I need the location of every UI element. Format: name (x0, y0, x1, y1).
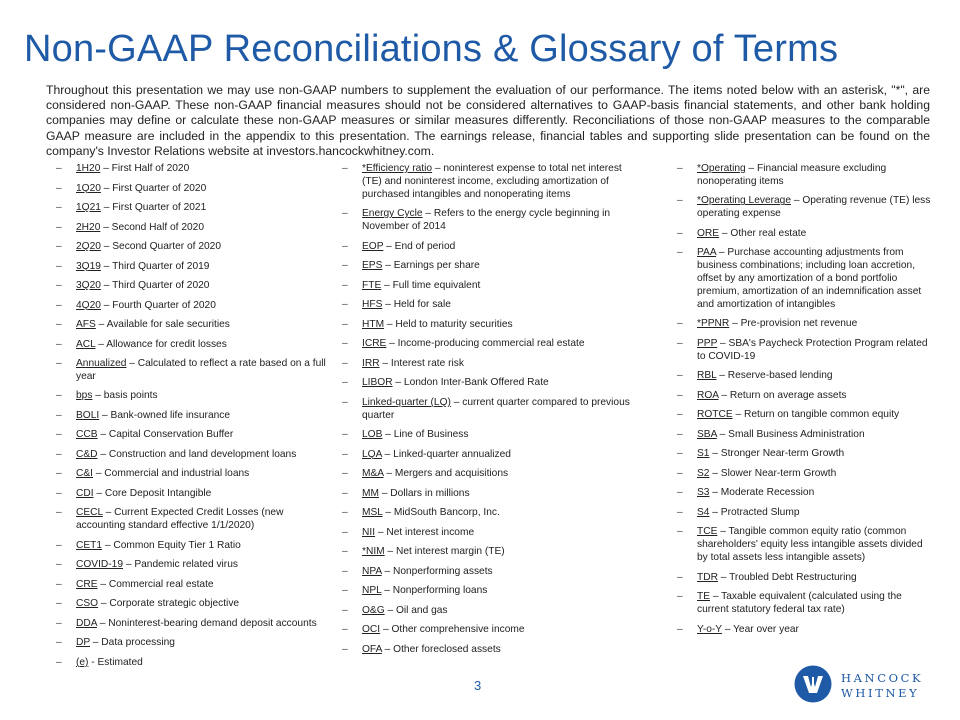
glossary-term: PPP (697, 337, 718, 349)
glossary-definition: – Other foreclosed assets (381, 643, 501, 655)
glossary-definition: – Slower Near-term Growth (709, 467, 837, 479)
bullet-dash: – (56, 559, 62, 571)
bullet-dash: – (342, 604, 348, 616)
glossary-item (677, 228, 935, 241)
glossary-item (677, 468, 935, 481)
glossary-term: M&A (362, 468, 384, 480)
glossary-definition: – current quarter compared to previous quarter (362, 396, 630, 421)
glossary-definition: - Estimated (88, 656, 143, 668)
glossary-item (342, 377, 642, 390)
glossary-definition: – Oil and gas (384, 604, 448, 616)
glossary-term: 2H20 (76, 221, 101, 233)
bullet-dash: – (342, 163, 348, 174)
glossary-definition: – Calculated to reflect a rate based on a full year (76, 358, 326, 382)
bullet-dash: – (56, 319, 62, 330)
bullet-dash: – (56, 280, 62, 291)
glossary-term: S3 (697, 487, 710, 499)
glossary-definition: – Troubled Debt Restructuring (717, 571, 857, 583)
glossary-term: PAA (697, 247, 717, 259)
glossary-item (342, 319, 642, 332)
glossary-item (56, 390, 326, 403)
bullet-dash: – (677, 571, 683, 583)
glossary-item (677, 318, 935, 331)
bullet-dash: – (342, 448, 348, 460)
glossary-definition: – Return on tangible common equity (732, 409, 900, 421)
glossary-item (56, 163, 326, 176)
glossary-item (342, 260, 642, 273)
glossary-term: AFS (76, 319, 96, 330)
glossary-item (342, 429, 642, 442)
glossary-term: TCE (697, 526, 718, 538)
glossary-term: NPL (362, 585, 382, 597)
bullet-dash: – (342, 318, 348, 330)
glossary-item (342, 507, 642, 520)
glossary-term: *NIM (362, 546, 385, 558)
glossary-term: SBA (697, 428, 717, 440)
glossary-term: *Efficiency ratio (362, 163, 433, 174)
bullet-dash: – (677, 591, 683, 603)
glossary-term: FTE (362, 279, 382, 291)
bullet-dash: – (677, 487, 683, 499)
bullet-dash: – (56, 260, 62, 272)
glossary-definition: – Data processing (89, 637, 175, 649)
glossary-term: TDR (697, 571, 718, 583)
bullet-dash: – (342, 565, 348, 577)
glossary-definition: – Common Equity Tier 1 Ratio (102, 539, 241, 551)
glossary-item (56, 540, 326, 553)
glossary-definition: – Interest rate risk (379, 357, 464, 369)
glossary-definition: – Pre-provision net revenue (729, 318, 858, 330)
glossary-term: ROA (697, 389, 719, 401)
glossary-definition: – Net interest income (375, 526, 475, 538)
glossary-item (56, 261, 326, 274)
glossary-item (56, 280, 326, 293)
glossary-definition: – Taxable equivalent (calculated using the current statutory federal tax rate) (697, 591, 902, 616)
glossary-term: CCB (76, 429, 98, 441)
glossary-item (342, 566, 642, 579)
bullet-dash: – (677, 526, 683, 538)
glossary-definition: – Noninterest-bearing demand deposit accounts (96, 617, 317, 629)
bullet-dash: – (677, 227, 683, 239)
glossary-item (677, 591, 935, 617)
glossary-item (56, 300, 326, 313)
glossary-item (56, 637, 326, 650)
glossary-item (342, 241, 642, 254)
glossary-term: Annualized (76, 358, 127, 369)
glossary-item (56, 559, 326, 572)
glossary-item (677, 448, 935, 461)
glossary-term: BOLI (76, 409, 100, 421)
glossary-term: CSO (76, 598, 99, 610)
glossary-term: TE (697, 591, 711, 603)
glossary-definition: – Construction and land development loans (97, 448, 297, 460)
glossary-definition: – Income-producing commercial real estate (386, 338, 585, 350)
glossary-item (677, 507, 935, 520)
bullet-dash: – (677, 448, 683, 460)
glossary-item (677, 163, 935, 189)
glossary-term: MM (362, 487, 379, 499)
glossary-definition: – Second Half of 2020 (100, 221, 205, 233)
bullet-dash: – (56, 507, 62, 519)
bullet-dash: – (56, 358, 62, 369)
glossary-item (56, 449, 326, 462)
glossary-definition: – Line of Business (382, 429, 469, 441)
glossary-term: C&I (76, 468, 93, 480)
glossary-term: IRR (362, 357, 380, 369)
glossary-term: ICRE (362, 338, 387, 350)
bullet-dash: – (56, 429, 62, 441)
bullet-dash: – (677, 370, 683, 382)
glossary-item (677, 526, 935, 565)
glossary-term: 1Q21 (76, 202, 101, 213)
glossary-definition: – Small Business Administration (716, 428, 865, 440)
glossary-item (342, 546, 642, 559)
bullet-dash: – (56, 487, 62, 499)
glossary-definition: – Core Deposit Intangible (93, 487, 212, 499)
glossary-term: OCI (362, 624, 381, 636)
glossary-item (677, 370, 935, 383)
glossary-column-2 (342, 163, 642, 663)
glossary-item (677, 409, 935, 422)
glossary-definition: – Earnings per share (382, 260, 480, 272)
bullet-dash: – (56, 299, 62, 311)
glossary-term: 4Q20 (76, 299, 101, 311)
glossary-term: RBL (697, 370, 717, 382)
bullet-dash: – (677, 467, 683, 479)
bullet-dash: – (677, 623, 683, 635)
bullet-dash: – (56, 409, 62, 421)
bullet-dash: – (342, 208, 348, 220)
glossary-term: O&G (362, 604, 385, 616)
bullet-dash: – (56, 390, 62, 402)
glossary-term: OFA (362, 643, 382, 655)
glossary-column-1 (56, 163, 326, 676)
glossary-definition: – Net interest margin (TE) (384, 546, 505, 558)
glossary-term: COVID-19 (76, 559, 123, 571)
bullet-dash: – (56, 617, 62, 629)
glossary-definition: – noninterest expense to total net interest (TE) and noninterest income, excluding amortization of purchased intangibles and nonoperating items (362, 163, 622, 200)
glossary-item (342, 624, 642, 637)
glossary-item (677, 487, 935, 500)
glossary-term: CRE (76, 578, 98, 590)
bullet-dash: – (342, 507, 348, 519)
glossary-term: C&D (76, 448, 98, 460)
glossary-definition: – Dollars in millions (378, 487, 470, 499)
glossary-definition: – First Half of 2020 (100, 163, 190, 174)
glossary-item (677, 195, 935, 221)
glossary-item (56, 488, 326, 501)
glossary-term: CECL (76, 507, 103, 519)
glossary-definition: – Bank-owned life insurance (99, 409, 231, 421)
bullet-dash: – (677, 163, 683, 174)
glossary-item (56, 241, 326, 254)
glossary-definition: – Capital Conservation Buffer (97, 429, 234, 441)
glossary-definition: – Available for sale securities (95, 319, 230, 330)
logo-wordmark (841, 671, 923, 701)
glossary-item (56, 429, 326, 442)
glossary-term: *Operating (697, 163, 746, 174)
glossary-definition: – Held to maturity securities (384, 318, 513, 330)
glossary-definition: – basis points (92, 390, 158, 402)
glossary-term: 1Q20 (76, 182, 101, 194)
glossary-definition: – Full time equivalent (381, 279, 481, 291)
glossary-term: ORE (697, 227, 720, 239)
glossary-term: bps (76, 390, 93, 402)
bullet-dash: – (677, 337, 683, 349)
glossary-term: 3Q20 (76, 280, 101, 291)
glossary-item (56, 598, 326, 611)
glossary-item (56, 202, 326, 215)
bullet-dash: – (342, 468, 348, 480)
glossary-definition: – Linked-quarter annualized (381, 448, 511, 460)
glossary-item (342, 208, 642, 234)
bullet-dash: – (56, 241, 62, 252)
glossary-definition: – Commercial and industrial loans (92, 468, 250, 480)
glossary-term: 2Q20 (76, 241, 101, 252)
glossary-item (56, 222, 326, 235)
glossary-definition: – Other real estate (719, 227, 807, 239)
glossary-item (56, 579, 326, 592)
glossary-item (342, 468, 642, 481)
glossary-term: HFS (362, 299, 383, 311)
glossary-term: NPA (362, 565, 382, 577)
glossary-definition: – Other comprehensive income (380, 624, 525, 636)
bullet-dash: – (342, 429, 348, 441)
glossary-term: Linked-quarter (LQ) (362, 396, 451, 408)
bullet-dash: – (56, 163, 62, 174)
bullet-dash: – (342, 624, 348, 636)
bullet-dash: – (677, 506, 683, 518)
glossary-definition: – Year over year (721, 623, 799, 635)
glossary-item (342, 488, 642, 501)
glossary-term: DDA (76, 617, 97, 629)
glossary-term: EOP (362, 240, 384, 252)
page-title: Non-GAAP Reconciliations & Glossary of Terms (24, 28, 839, 70)
bullet-dash: – (56, 539, 62, 551)
glossary-item (342, 280, 642, 293)
glossary-term: 3Q19 (76, 260, 101, 272)
glossary-term: EPS (362, 260, 383, 272)
glossary-item (677, 390, 935, 403)
glossary-item (677, 429, 935, 442)
glossary-definition: – Moderate Recession (709, 487, 815, 499)
glossary-term: *Operating Leverage (697, 195, 792, 207)
bullet-dash: – (342, 396, 348, 408)
glossary-item (342, 299, 642, 312)
bullet-dash: – (342, 240, 348, 252)
glossary-definition: – Operating revenue (TE) less operating expense (697, 195, 931, 220)
glossary-definition: – Return on average assets (718, 389, 847, 401)
bullet-dash: – (342, 338, 348, 350)
bullet-dash: – (56, 656, 62, 668)
glossary-term: LOB (362, 429, 383, 441)
bullet-dash: – (56, 221, 62, 233)
glossary-definition: – Mergers and acquisitions (383, 468, 509, 480)
glossary-definition: – Purchase accounting adjustments from business combinations; including loan accretion, offset by any amortization of a bond portfolio premium, amortization of an indemnification asset and amortization of intangibles (697, 247, 922, 310)
bullet-dash: – (342, 526, 348, 538)
glossary-term: (e) (76, 656, 89, 668)
bullet-dash: – (342, 377, 348, 389)
glossary-definition: – First Quarter of 2020 (100, 182, 207, 194)
glossary-item (342, 605, 642, 618)
glossary-item (56, 657, 326, 670)
glossary-term: S2 (697, 467, 710, 479)
glossary-item (342, 527, 642, 540)
bullet-dash: – (342, 357, 348, 369)
glossary-definition: – Allowance for credit losses (95, 338, 227, 350)
glossary-item (677, 624, 935, 637)
hancock-whitney-logo (794, 662, 934, 706)
hancock-whitney-logo-icon (794, 665, 832, 703)
glossary-term: MSL (362, 507, 383, 519)
bullet-dash: – (677, 247, 683, 259)
glossary-term: 1H20 (76, 163, 101, 174)
bullet-dash: – (677, 195, 683, 207)
bullet-dash: – (677, 409, 683, 421)
bullet-dash: – (342, 260, 348, 272)
glossary-item (342, 338, 642, 351)
glossary-item (342, 358, 642, 371)
glossary-definition: – Commercial real estate (97, 578, 214, 590)
page-number: 3 (474, 678, 482, 693)
glossary-definition: – End of period (383, 240, 456, 252)
glossary-term: Y-o-Y (697, 623, 722, 635)
glossary-definition: – Reserve-based lending (716, 370, 833, 382)
bullet-dash: – (56, 468, 62, 480)
bullet-dash: – (342, 643, 348, 655)
glossary-definition: – Second Quarter of 2020 (100, 241, 221, 252)
glossary-item (56, 507, 326, 533)
bullet-dash: – (56, 338, 62, 350)
glossary-term: ACL (76, 338, 96, 350)
glossary-item (677, 247, 935, 312)
glossary-item (56, 468, 326, 481)
glossary-term: NII (362, 526, 376, 538)
glossary-definition: – Tangible common equity ratio (common shareholders' equity less intangible assets divided by total assets less intangible assets) (697, 526, 923, 564)
glossary-item (342, 644, 642, 657)
glossary-definition: – Protracted Slump (709, 506, 800, 518)
glossary-term: HTM (362, 318, 385, 330)
bullet-dash: – (677, 428, 683, 440)
glossary-definition: – Current Expected Credit Losses (new accounting standard effective 1/1/2020) (76, 507, 284, 532)
glossary-definition: – Fourth Quarter of 2020 (100, 299, 216, 311)
glossary-term: LIBOR (362, 377, 393, 389)
glossary-definition: – SBA's Paycheck Protection Program related to COVID-19 (697, 337, 928, 362)
glossary-item (342, 397, 642, 423)
bullet-dash: – (342, 585, 348, 597)
glossary-term: Energy Cycle (362, 208, 423, 220)
glossary-term: CDI (76, 487, 94, 499)
glossary-term: *PPNR (697, 318, 730, 330)
bullet-dash: – (56, 578, 62, 590)
glossary-item (342, 585, 642, 598)
glossary-item (342, 163, 642, 202)
glossary-term: S4 (697, 506, 710, 518)
glossary-item (56, 319, 326, 332)
glossary-term: DP (76, 637, 90, 649)
glossary-definition: – Stronger Near-term Growth (709, 448, 845, 460)
bullet-dash: – (56, 448, 62, 460)
glossary-definition: – Corporate strategic objective (98, 598, 240, 610)
glossary-definition: – Refers to the energy cycle beginning in November of 2014 (362, 208, 611, 233)
logo-line-1: HANCOCK (841, 671, 924, 685)
glossary-definition: – London Inter-Bank Offered Rate (392, 377, 549, 389)
glossary-term: LQA (362, 448, 382, 460)
glossary-definition: – Financial measure excluding nonoperating items (697, 163, 887, 187)
bullet-dash: – (56, 637, 62, 649)
glossary-item (56, 339, 326, 352)
glossary-definition: – Third Quarter of 2019 (100, 260, 210, 272)
bullet-dash: – (677, 318, 683, 330)
glossary-definition: – Pandemic related virus (123, 559, 238, 571)
bullet-dash: – (56, 598, 62, 610)
glossary-column-3 (677, 163, 935, 643)
glossary-definition: – Nonperforming assets (381, 565, 493, 577)
glossary-item (342, 449, 642, 462)
glossary-item (677, 572, 935, 585)
glossary-definition: – Third Quarter of 2020 (100, 280, 210, 291)
glossary-term: S1 (697, 448, 710, 460)
glossary-term: ROTCE (697, 409, 733, 421)
bullet-dash: – (56, 182, 62, 194)
glossary-item (677, 338, 935, 364)
glossary-item (56, 183, 326, 196)
glossary-definition: – First Quarter of 2021 (100, 202, 207, 213)
bullet-dash: – (342, 487, 348, 499)
glossary-definition: – Held for sale (382, 299, 451, 311)
glossary-item (56, 618, 326, 631)
bullet-dash: – (342, 299, 348, 311)
bullet-dash: – (677, 389, 683, 401)
bullet-dash: – (342, 546, 348, 558)
glossary-item (56, 358, 326, 384)
logo-line-2: WHITNEY (841, 686, 920, 700)
glossary-term: CET1 (76, 539, 103, 551)
bullet-dash: – (56, 202, 62, 213)
glossary-definition: – Nonperforming loans (381, 585, 488, 597)
bullet-dash: – (342, 279, 348, 291)
glossary-definition: – MidSouth Bancorp, Inc. (382, 507, 500, 519)
intro-paragraph: Throughout this presentation we may use non-GAAP numbers to supplement the evaluation of our performance. The items noted below with an asterisk, "*", are considered non-GAAP. These non-GAAP financial measures should not be considered alternatives to GAAP-basis financial statements, and other bank holding companies may define or calculate these non-GAAP measures or similar measures differently. Reconciliations of those non-GAAP measures to the comparable GAAP measure are included in the appendix to this presentation. The earnings release, financial tables and supporting slide presentation can be found on the company's Investor Relations website at investors.hancockwhitney.com. (46, 83, 930, 158)
glossary-item (56, 410, 326, 423)
